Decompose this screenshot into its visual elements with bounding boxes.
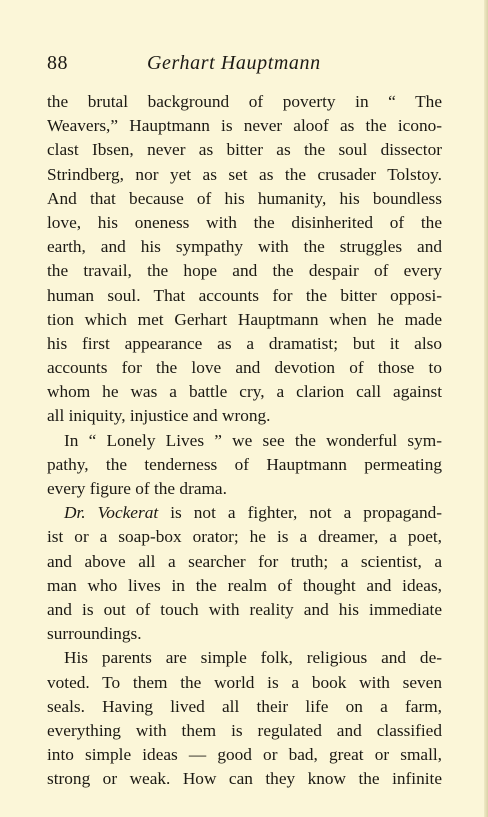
text-line: and above all a searcher for truth; a scientist, a [47,551,442,571]
text-line: seals. Having lived all their life on a farm, [47,696,442,716]
text-line: And that because of his humanity, his boundless [47,188,442,208]
page-header [47,52,442,78]
text-line: human soul. That accounts for the bitter opposi- [47,285,442,305]
text-line: earth, and his sympathy with the struggles and [47,237,442,257]
text-line: strong or weak. How can they know the infinite [47,769,442,789]
paragraph [47,501,442,646]
text-line: Weavers,” Hauptmann is never aloof as the icono- [47,116,442,136]
text-line: ist or a soap-box orator; he is a dreamer, a poet, [47,527,442,547]
text-line: everything with them is regulated and classified [47,720,442,740]
text-line: His parents are simple folk, religious and de- [64,648,442,668]
character-name: Dr. Vockerat [64,503,159,523]
text-line: tion which met Gerhart Hauptmann when he made [47,309,442,329]
paragraph [47,646,442,791]
running-title: Gerhart Hauptmann [147,52,321,74]
text-line: clast Ibsen, never as bitter as the soul dissector [47,140,442,160]
text-line: and is out of touch with reality and his immediate [47,599,442,619]
text-line: love, his oneness with the disinherited of the [47,212,442,232]
text-line: voted. To them the world is a book with seven [47,672,442,692]
text-line: surroundings. [47,624,142,644]
text-line: In “ Lonely Lives ” we see the wonderful sym- [64,430,442,450]
text-line: pathy, the tenderness of Hauptmann permeating [47,454,442,474]
text-line: into simple ideas — good or bad, great or small, [47,745,442,765]
text-line: the brutal background of poverty in “ The [47,92,442,111]
text-line: whom he was a battle cry, a clarion call against [47,382,442,402]
text-fragment: is not a fighter, not a propagand- [158,503,442,523]
text-line: all iniquity, injustice and wrong. [47,406,271,426]
page-edge [484,0,488,817]
text-line: the travail, the hope and the despair of every [47,261,442,281]
body-text [47,90,442,791]
page-number: 88 [47,52,68,74]
text-line: every figure of the drama. [47,479,227,498]
text-line: man who lives in the realm of thought and ideas, [47,575,442,595]
paragraph [47,429,442,502]
text-line: Strindberg, nor yet as set as the crusader Tolstoy. [47,164,442,184]
paragraph [47,90,442,429]
text-line: accounts for the love and devotion of those to [47,358,442,378]
text-line: his first appearance as a dramatist; but it also [47,333,442,353]
text-line [47,501,442,525]
